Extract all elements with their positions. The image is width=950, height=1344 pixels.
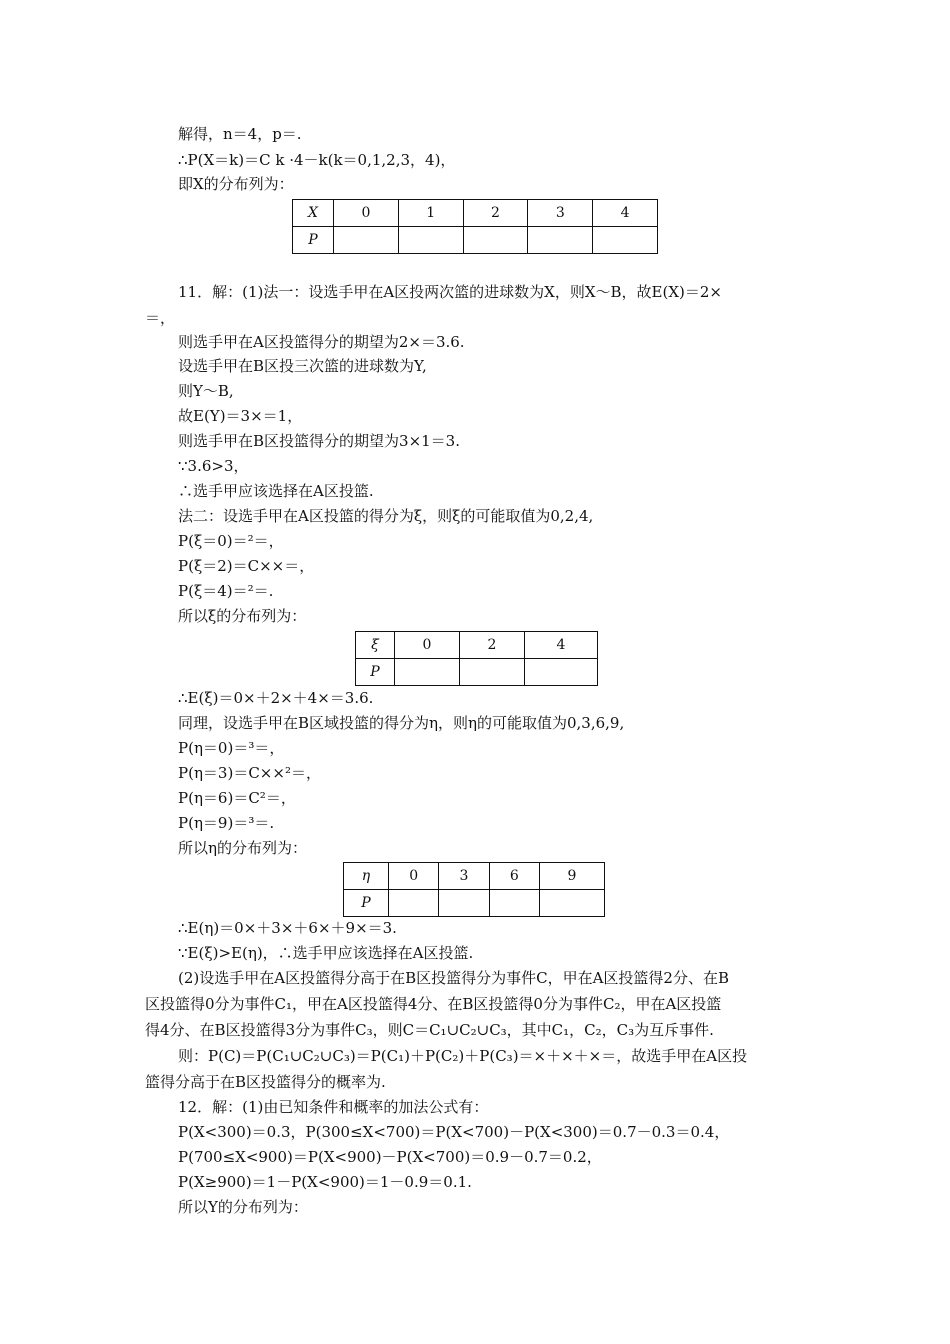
- line-pmf-formula: ∴P(X＝k)＝C k ·4－k(k＝0,1,2,3，4)，: [178, 151, 456, 169]
- table-cell: ξ: [356, 632, 395, 659]
- table-cell: P: [356, 659, 395, 686]
- line-p-xi-2: P(ξ＝2)＝C××＝，: [178, 557, 315, 575]
- line-method-2: 法二：设选手甲在A区投篮的得分为ξ，则ξ的可能取值为0,2,4,: [178, 507, 594, 525]
- line-part-2-b: 区投篮得0分为事件C₁，甲在A区投篮得4分、在B区投篮得0分为事件C₂，甲在A区投篮: [145, 995, 722, 1013]
- table-cell: [389, 890, 439, 917]
- line-problem-11: 11．解：(1)法一：设选手甲在A区投两次篮的进球数为X，则X～B，故E(X)＝2×: [178, 283, 722, 301]
- line-part-2-d: 则：P(C)＝P(C₁∪C₂∪C₃)＝P(C₁)＋P(C₂)＋P(C₃)＝×＋×＋×＝，故选手甲在A区投: [178, 1047, 748, 1065]
- table-cell: 9: [540, 863, 605, 890]
- table-cell: 0: [389, 863, 439, 890]
- table-cell: 3: [439, 863, 489, 890]
- line-define-y: 设选手甲在B区投三次篮的进球数为Y,: [178, 357, 427, 375]
- table-cell: [439, 890, 489, 917]
- line-p-eta-3: P(η＝3)＝C××²＝，: [178, 764, 321, 782]
- table-cell: [593, 227, 658, 254]
- line-part-2-c: 得4分、在B区投篮得3分为事件C₃，则C＝C₁∪C₂∪C₃，其中C₁，C₂，C₃为互斥事件.: [145, 1021, 714, 1039]
- line-dist-intro-x: 即X的分布列为：: [178, 175, 294, 193]
- table-cell: [528, 227, 593, 254]
- table-cell: [540, 890, 605, 917]
- table-cell: 1: [398, 200, 463, 227]
- line-compare: ∵3.6>3，: [178, 457, 249, 475]
- line-continuation: ＝，: [145, 309, 176, 327]
- table-cell: 2: [460, 632, 525, 659]
- table-cell: 6: [489, 863, 539, 890]
- line-p-xi-0: P(ξ＝0)＝²＝，: [178, 532, 284, 550]
- line-ey: 故E(Y)＝3×＝1，: [178, 407, 303, 425]
- table-cell: [489, 890, 539, 917]
- line-p-eta-0: P(η＝0)＝³＝，: [178, 739, 285, 757]
- line-define-eta: 同理，设选手甲在B区域投篮的得分为η，则η的可能取值为0,3,6,9,: [178, 714, 625, 732]
- line-y-binomial: 则Y～B,: [178, 382, 234, 400]
- table-cell: X: [293, 200, 334, 227]
- line-dist-intro-y: 所以Y的分布列为：: [178, 1198, 308, 1216]
- line-prob-1: P(X<300)＝0.3，P(300≤X<700)＝P(X<700)－P(X<300)＝0.7－0.3＝0.4，: [178, 1123, 730, 1141]
- table-cell: [463, 227, 528, 254]
- line-e-xi: ∴E(ξ)＝0×＋2×＋4×＝3.6.: [178, 689, 374, 707]
- distribution-table-xi: [355, 631, 598, 686]
- line-prob-3: P(X≥900)＝1－P(X<900)＝1－0.9＝0.1.: [178, 1173, 472, 1191]
- line-problem-12: 12．解：(1)由已知条件和概率的加法公式有：: [178, 1098, 489, 1116]
- table-cell: [525, 659, 598, 686]
- line-solve-n-p: 解得，n＝4，p＝.: [178, 125, 302, 143]
- table-cell: 4: [525, 632, 598, 659]
- table-cell: [398, 227, 463, 254]
- line-expectation-a: 则选手甲在A区投篮得分的期望为2×＝3.6.: [178, 333, 465, 351]
- table-cell: [395, 659, 460, 686]
- table-cell: η: [344, 863, 389, 890]
- line-prob-2: P(700≤X<900)＝P(X<900)－P(X<700)＝0.9－0.7＝0.2，: [178, 1148, 602, 1166]
- line-part-2-a: (2)设选手甲在A区投篮得分高于在B区投篮得分为事件C，甲在A区投篮得2分、在B: [178, 969, 729, 987]
- table-cell: 3: [528, 200, 593, 227]
- table-cell: 0: [334, 200, 399, 227]
- line-expectation-b: 则选手甲在B区投篮得分的期望为3×1＝3.: [178, 432, 460, 450]
- table-cell: P: [344, 890, 389, 917]
- line-part-2-e: 篮得分高于在B区投篮得分的概率为.: [145, 1073, 386, 1091]
- table-cell: 0: [395, 632, 460, 659]
- line-p-eta-6: P(η＝6)＝C²＝，: [178, 789, 296, 807]
- table-cell: 2: [463, 200, 528, 227]
- line-dist-intro-eta: 所以η的分布列为：: [178, 839, 307, 857]
- line-conclusion-1: ∴选手甲应该选择在A区投篮.: [178, 482, 374, 500]
- table-cell: 4: [593, 200, 658, 227]
- distribution-table-x: [292, 199, 658, 254]
- distribution-table-eta: [343, 862, 605, 917]
- table-cell: P: [293, 227, 334, 254]
- line-p-xi-4: P(ξ＝4)＝²＝.: [178, 582, 274, 600]
- line-p-eta-9: P(η＝9)＝³＝.: [178, 814, 275, 832]
- table-cell: [460, 659, 525, 686]
- table-cell: [334, 227, 399, 254]
- line-e-eta: ∴E(η)＝0×＋3×＋6×＋9×＝3.: [178, 919, 397, 937]
- line-dist-intro-xi: 所以ξ的分布列为：: [178, 607, 307, 625]
- line-conclusion-2: ∵E(ξ)>E(η)，∴选手甲应该选择在A区投篮.: [178, 944, 474, 962]
